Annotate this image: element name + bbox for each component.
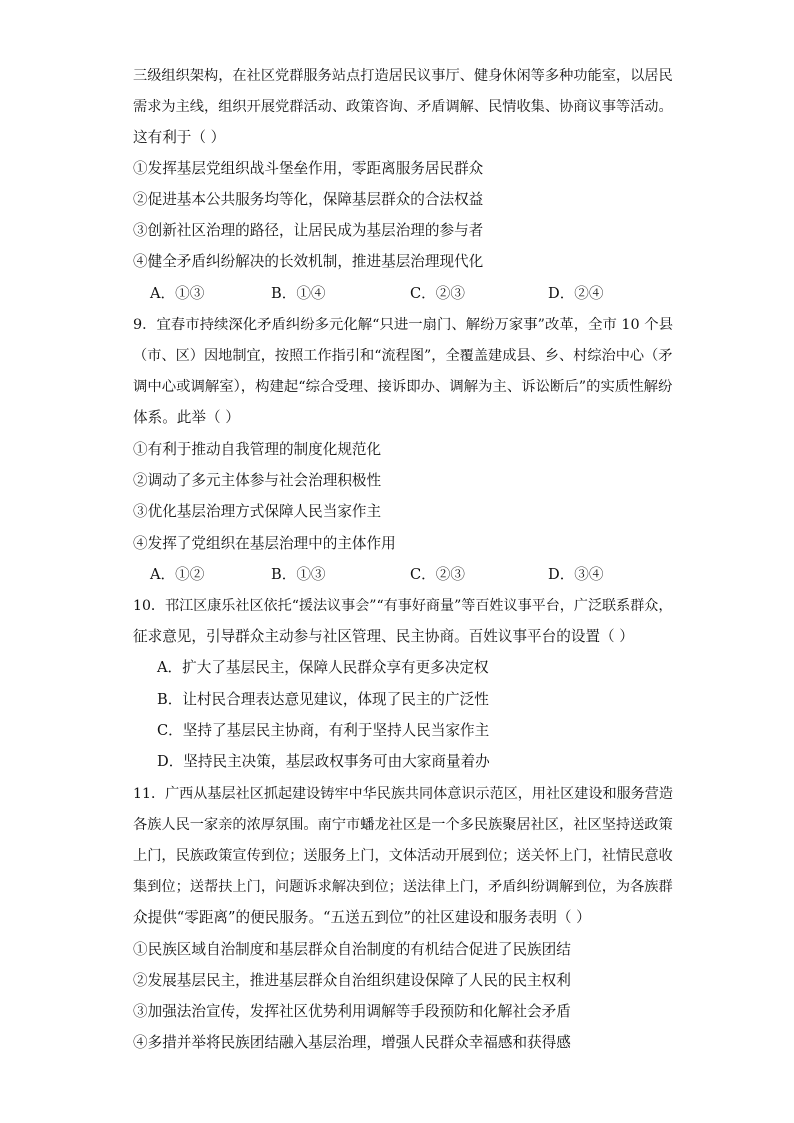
q10-option-b: B．让村民合理表达意见建议，体现了民主的广泛性	[157, 691, 489, 708]
q9-options	[150, 565, 670, 585]
q8-stem-line: 需求为主线，组织开展党群活动、政策咨询、矛盾调解、民情收集、协商议事等活动。	[133, 99, 673, 115]
q8-options	[150, 284, 670, 304]
q8-option-a: A．①③	[150, 285, 205, 302]
q8-option-b: B．①④	[271, 285, 326, 302]
q8-stem-line: 三级组织架构，在社区党群服务站点打造居民议事厅、健身休闲等多种功能室，以居民	[133, 68, 673, 84]
q11-item: ④多措并举将民族团结融入基层治理，增强人民群众幸福感和获得感	[133, 1034, 571, 1051]
q9-item: ④发挥了党组织在基层治理中的主体作用	[133, 535, 396, 552]
q11-stem-line: 集到位；送帮扶上门，问题诉求解决到位；送法律上门，矛盾纠纷调解到位，为各族群	[133, 879, 673, 895]
q11-stem-line: 上门，民族政策宣传到位；送服务上门，文体活动开展到位；送关怀上门，社情民意收	[133, 848, 673, 864]
q8-item: ③创新社区治理的路径，让居民成为基层治理的参与者	[133, 222, 484, 239]
q11-stem-line: 众提供“零距离”的便民服务。“五送五到位”的社区建设和服务表明（ ）	[133, 909, 591, 926]
q10-option-d: D．坚持民主决策，基层政权事务可由大家商量着办	[157, 753, 490, 770]
q9-item: ①有利于推动自我管理的制度化规范化	[133, 441, 382, 458]
q11-item: ②发展基层民主，推进基层群众自治组织建设保障了人民的民主权利	[133, 972, 571, 989]
q11-stem-line: 各族人民一家亲的浓厚氛围。南宁市蟠龙社区是一个多民族聚居社区，社区坚持送政策	[133, 817, 673, 833]
q9-option-d: D．③④	[548, 566, 604, 583]
q9-stem-line: 9．宜春市持续深化矛盾纠纷多元化解“只进一扇门、解纷万家事”改革，全市 10 个县	[133, 317, 674, 333]
q9-item: ②调动了多元主体参与社会治理积极性	[133, 472, 382, 489]
q8-stem-line: 这有利于（ ）	[133, 129, 226, 146]
q10-option-c: C．坚持了基层民主协商，有利于坚持人民当家作主	[157, 722, 490, 739]
q8-item: ①发挥基层党组织战斗堡垒作用，零距离服务居民群众	[133, 160, 484, 177]
q10-option-a: A．扩大了基层民主，保障人民群众享有更多决定权	[157, 659, 489, 676]
q11-item: ①民族区域自治制度和基层群众自治制度的有机结合促进了民族团结	[133, 941, 571, 958]
q9-item: ③优化基层治理方式保障人民当家作主	[133, 503, 382, 520]
q9-stem-line: 调中心或调解室），构建起“综合受理、接诉即办、调解为主、诉讼断后”的实质性解纷	[133, 379, 673, 395]
q8-option-d: D．②④	[548, 285, 604, 302]
q9-option-b: B．①③	[271, 566, 326, 583]
q9-stem-line: （市、区）因地制宜，按照工作指引和“流程图”，全覆盖建成县、乡、村综治中心（矛	[133, 348, 673, 364]
q11-stem-line: 11．广西从基层社区抓起建设铸牢中华民族共同体意识示范区，用社区建设和服务营造	[133, 786, 674, 802]
q10-stem-line: 征求意见，引导群众主动参与社区管理、民主协商。百姓议事平台的设置（ ）	[133, 628, 634, 645]
q9-option-a: A．①②	[150, 566, 205, 583]
q8-option-c: C．②③	[410, 285, 465, 302]
q8-item: ④健全矛盾纠纷解决的长效机制，推进基层治理现代化	[133, 253, 484, 270]
q8-item: ②促进基本公共服务均等化，保障基层群众的合法权益	[133, 191, 484, 208]
q11-item: ③加强法治宣传，发挥社区优势利用调解等手段预防和化解社会矛盾	[133, 1003, 571, 1020]
q9-stem-line: 体系。此举（ ）	[133, 409, 240, 426]
q10-stem-line: 10．邗江区康乐社区依托“援法议事会”“有事好商量”等百姓议事平台，广泛联系群众，	[133, 598, 673, 614]
q9-option-c: C．②③	[410, 566, 465, 583]
